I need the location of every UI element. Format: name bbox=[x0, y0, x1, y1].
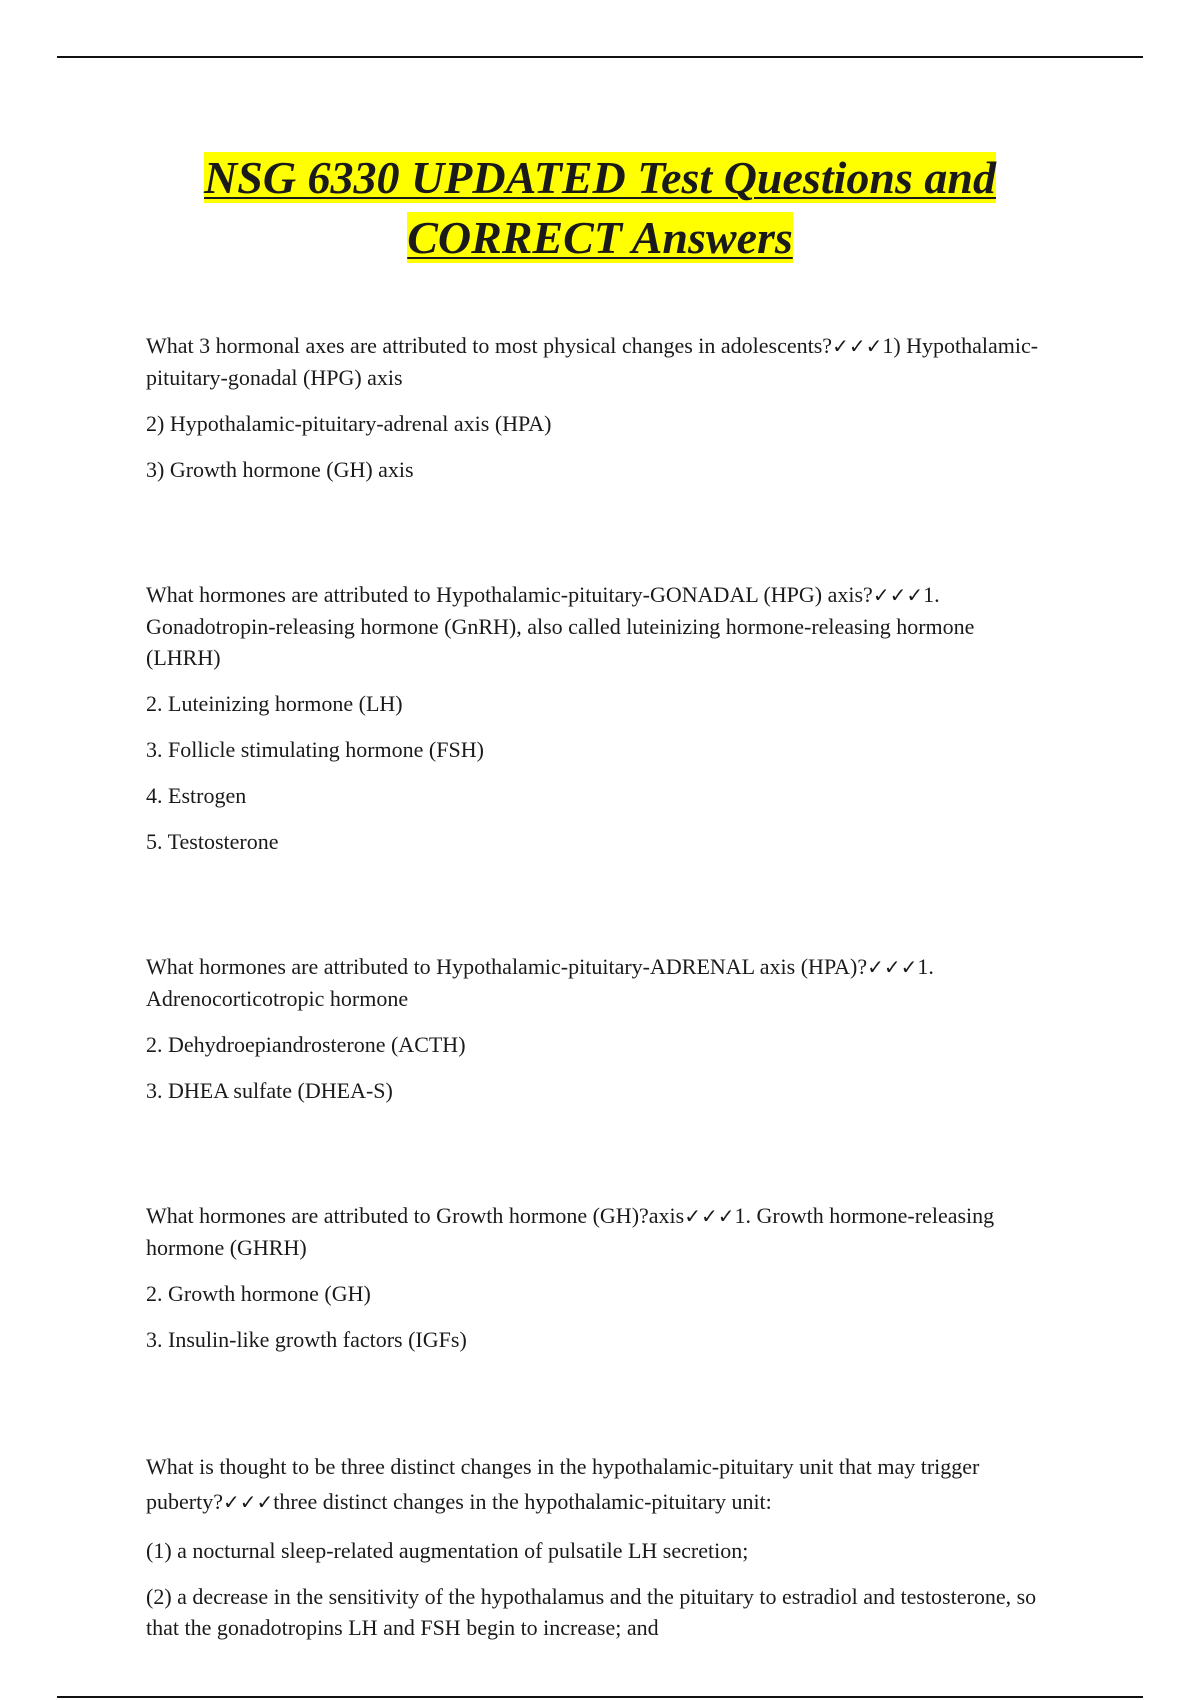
answer-line: 4. Estrogen bbox=[146, 783, 247, 808]
title-line-2: CORRECT Answers bbox=[407, 212, 793, 263]
answer-start: 1. Adrenocorticotropic hormone bbox=[146, 954, 934, 1011]
check-mark-icon: ✓✓✓ bbox=[867, 955, 918, 979]
answer-line: 2. Luteinizing hormone (LH) bbox=[146, 691, 403, 716]
question-paragraph bbox=[146, 1200, 1046, 1263]
answer-start: 1. Growth hormone-releasing hormone (GHRH) bbox=[146, 1203, 995, 1260]
question-text: What hormones are attributed to Growth hormone (GH)?axis bbox=[146, 1203, 685, 1228]
qa-item bbox=[146, 579, 1046, 857]
answer-start: three distinct changes in the hypothalamic-pituitary unit: bbox=[273, 1489, 772, 1514]
check-mark-icon: ✓✓✓ bbox=[684, 1204, 735, 1228]
page-title bbox=[100, 148, 1100, 268]
check-mark-icon: ✓✓✓ bbox=[222, 1490, 274, 1514]
bottom-rule bbox=[57, 1696, 1143, 1698]
answer-start: 1. Gonadotropin-releasing hormone (GnRH), also called luteinizing hormone-releasing hormone (LHRH) bbox=[146, 582, 975, 670]
answer-line: 3. Insulin-like growth factors (IGFs) bbox=[146, 1327, 467, 1352]
question-paragraph bbox=[146, 330, 1046, 393]
question-text: What 3 hormonal axes are attributed to most physical changes in adolescents? bbox=[146, 333, 833, 358]
question-text: What is thought to be three distinct changes in the hypothalamic-pituitary unit that may trigger puberty? bbox=[146, 1454, 980, 1514]
answer-line: 3) Growth hormone (GH) axis bbox=[146, 457, 414, 482]
qa-item bbox=[146, 330, 1046, 485]
qa-item bbox=[146, 1449, 1046, 1643]
answer-start: 1) Hypothalamic-pituitary-gonadal (HPG) axis bbox=[146, 333, 1039, 390]
answer-line: (1) a nocturnal sleep-related augmentation of pulsatile LH secretion; bbox=[146, 1538, 749, 1563]
top-rule bbox=[57, 56, 1143, 58]
answer-line: 2. Dehydroepiandrosterone (ACTH) bbox=[146, 1032, 466, 1057]
question-text: What hormones are attributed to Hypothalamic-pituitary-ADRENAL axis (HPA)? bbox=[146, 954, 868, 979]
qa-item bbox=[146, 1200, 1046, 1355]
check-mark-icon: ✓✓✓ bbox=[832, 334, 883, 358]
answer-line: 2) Hypothalamic-pituitary-adrenal axis (HPA) bbox=[146, 411, 552, 436]
answer-line: 2. Growth hormone (GH) bbox=[146, 1281, 371, 1306]
qa-list bbox=[146, 330, 1046, 1658]
question-paragraph bbox=[146, 1449, 1046, 1520]
answer-line: 5. Testosterone bbox=[146, 829, 279, 854]
check-mark-icon: ✓✓✓ bbox=[872, 583, 924, 607]
answer-line: (2) a decrease in the sensitivity of the hypothalamus and the pituitary to estradiol and testosterone, so that the gonadotropins LH and FSH begin to increase; and bbox=[146, 1584, 1037, 1640]
answer-line: 3. Follicle stimulating hormone (FSH) bbox=[146, 737, 484, 762]
question-paragraph bbox=[146, 579, 1046, 673]
qa-item bbox=[146, 951, 1046, 1106]
title-line-1: NSG 6330 UPDATED Test Questions and bbox=[204, 152, 996, 203]
question-text: What hormones are attributed to Hypothalamic-pituitary-GONADAL (HPG) axis? bbox=[146, 582, 873, 607]
answer-line: 3. DHEA sulfate (DHEA-S) bbox=[146, 1078, 393, 1103]
question-paragraph bbox=[146, 951, 1046, 1014]
